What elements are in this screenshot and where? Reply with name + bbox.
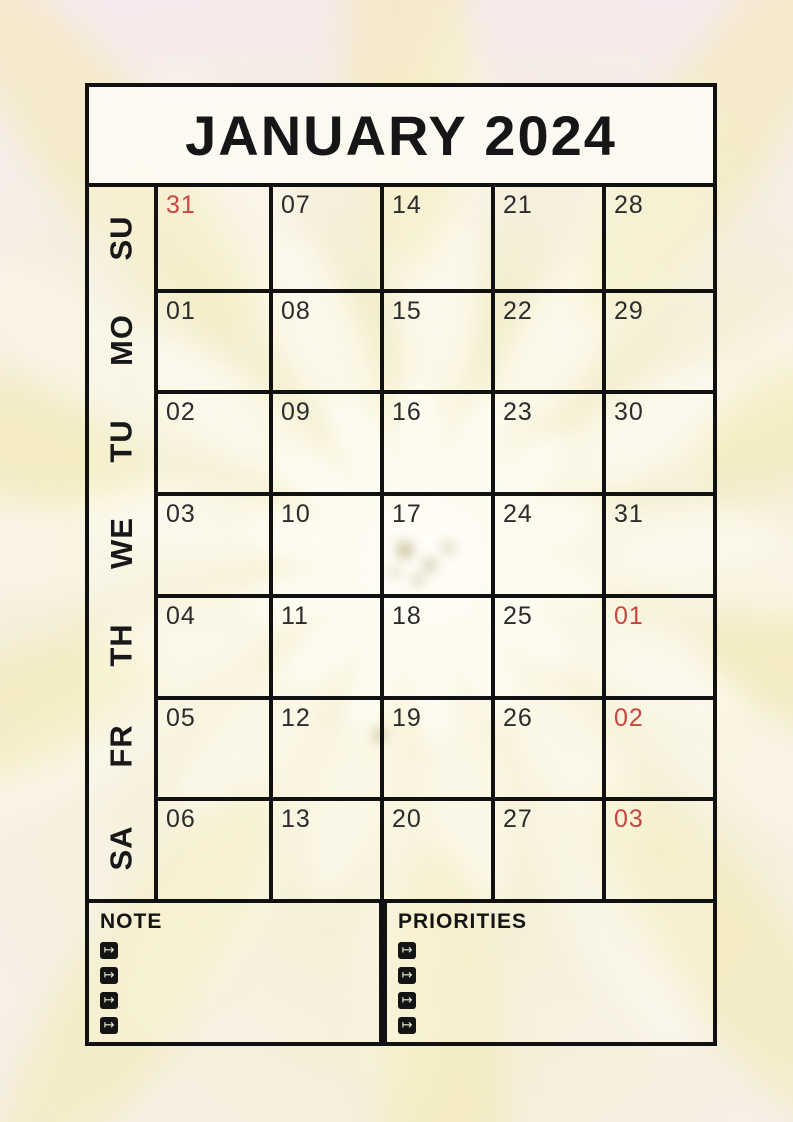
- bullet-row: [398, 938, 702, 963]
- date-cell: 31: [602, 492, 713, 594]
- priorities-label: PRIORITIES: [398, 910, 528, 933]
- date-cell: 13: [269, 797, 380, 899]
- date-cell: 03: [602, 797, 713, 899]
- date-cell: 24: [491, 492, 602, 594]
- arrow-bullet-icon: ↦: [398, 992, 416, 1009]
- bullet-row: [100, 1013, 368, 1038]
- note-bullet-list: [100, 938, 368, 1038]
- date-cell: 01: [158, 289, 269, 391]
- month-title: JANUARY 2024: [185, 103, 617, 167]
- date-cell: 18: [380, 594, 491, 696]
- date-cell: 08: [269, 289, 380, 391]
- date-cell: 03: [158, 492, 269, 594]
- weekday-slot: [89, 492, 154, 594]
- weekday-label: SU: [103, 215, 139, 261]
- date-cell: 17: [380, 492, 491, 594]
- arrow-bullet-icon: ↦: [398, 1017, 416, 1034]
- date-cell: 15: [380, 289, 491, 391]
- priorities-bullet-list: [398, 938, 702, 1038]
- date-cell: 02: [602, 696, 713, 798]
- weekday-label: MO: [103, 313, 139, 366]
- priorities-box: [383, 903, 717, 1046]
- date-cell: 06: [158, 797, 269, 899]
- date-cell: 07: [269, 187, 380, 289]
- bullet-row: [398, 1013, 702, 1038]
- date-cell: 16: [380, 390, 491, 492]
- arrow-bullet-icon: ↦: [100, 967, 118, 984]
- date-cell: 22: [491, 289, 602, 391]
- notes-section: [85, 903, 717, 1046]
- bullet-row: [100, 963, 368, 988]
- date-cell: 10: [269, 492, 380, 594]
- arrow-bullet-icon: ↦: [100, 1017, 118, 1034]
- arrow-bullet-icon: ↦: [100, 942, 118, 959]
- note-label: NOTE: [100, 910, 163, 933]
- weekday-slot: [89, 797, 154, 899]
- weekday-label: FR: [103, 724, 139, 769]
- date-cell: 02: [158, 390, 269, 492]
- weekday-slot: [89, 390, 154, 492]
- arrow-bullet-icon: ↦: [100, 992, 118, 1009]
- arrow-bullet-icon: ↦: [398, 942, 416, 959]
- weekday-column: [85, 187, 158, 903]
- date-cell: 20: [380, 797, 491, 899]
- weekday-label: TU: [103, 419, 139, 463]
- date-cell: 30: [602, 390, 713, 492]
- date-cell: 23: [491, 390, 602, 492]
- date-cell: 21: [491, 187, 602, 289]
- calendar-sheet: [85, 83, 717, 1046]
- weekday-slot: [89, 187, 154, 289]
- bullet-row: [398, 963, 702, 988]
- note-box: [85, 903, 383, 1046]
- date-cell: 19: [380, 696, 491, 798]
- weekday-label: TH: [103, 623, 139, 667]
- weekday-label: SA: [103, 825, 139, 871]
- bullet-row: [100, 988, 368, 1013]
- date-cell: 01: [602, 594, 713, 696]
- date-cell: 04: [158, 594, 269, 696]
- weekday-slot: [89, 289, 154, 391]
- weekday-slot: [89, 696, 154, 798]
- date-cell: 05: [158, 696, 269, 798]
- date-cell: 12: [269, 696, 380, 798]
- date-cell: 25: [491, 594, 602, 696]
- arrow-bullet-icon: ↦: [398, 967, 416, 984]
- date-cell: 29: [602, 289, 713, 391]
- month-title-band: [85, 83, 717, 187]
- date-cell: 14: [380, 187, 491, 289]
- date-cell: 09: [269, 390, 380, 492]
- calendar-body: [85, 187, 717, 903]
- date-cell: 28: [602, 187, 713, 289]
- bullet-row: [398, 988, 702, 1013]
- weekday-slot: [89, 594, 154, 696]
- date-cell: 31: [166, 191, 196, 219]
- date-cell: 26: [491, 696, 602, 798]
- date-grid: [158, 187, 717, 903]
- date-cell: 11: [269, 594, 380, 696]
- bullet-row: [100, 938, 368, 963]
- weekday-label: WE: [103, 517, 139, 569]
- date-cell: 27: [491, 797, 602, 899]
